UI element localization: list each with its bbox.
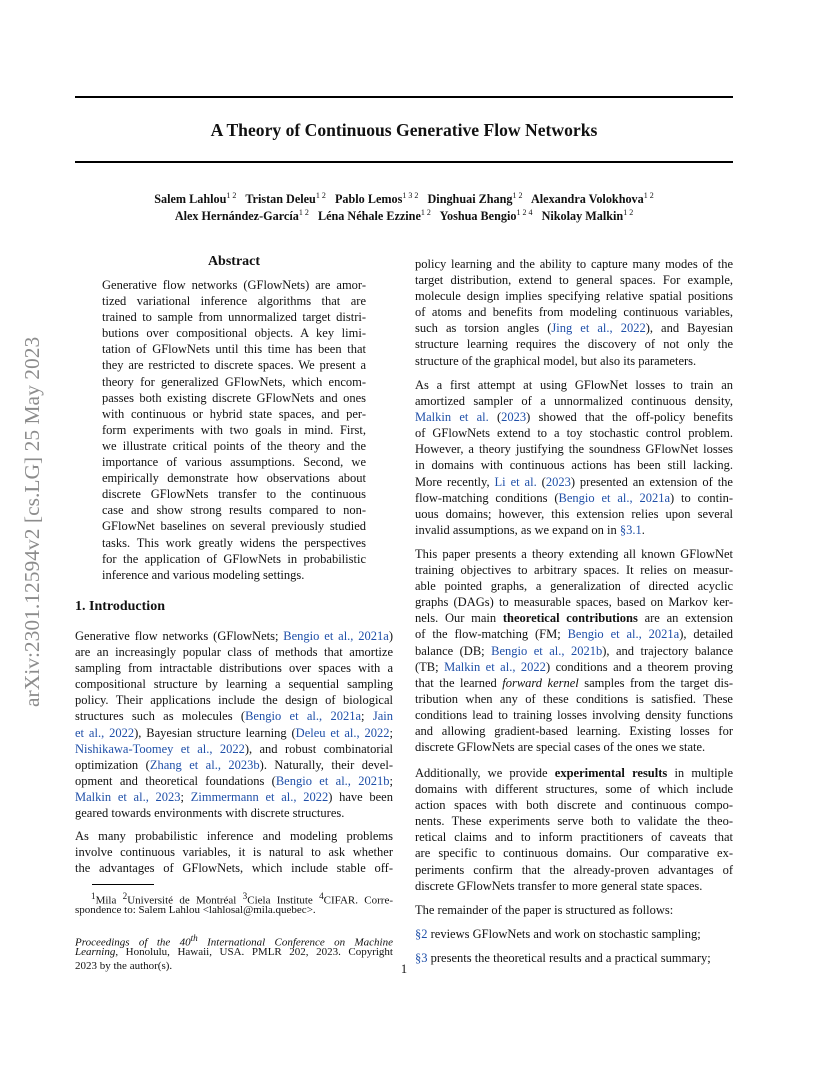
affiliations-footnote <box>75 889 393 917</box>
abstract-line: form experiments with two goals in mind. First, <box>102 422 366 437</box>
abstract-line: passes both existing discrete GFlowNets and ones <box>102 390 366 405</box>
citation-link[interactable]: Li et al. <box>494 474 537 489</box>
text: the advantages of GFlowNets, which include stable off- <box>75 861 393 876</box>
author-affiliation: 1 2 <box>643 191 654 200</box>
paper-title: A Theory of Continuous Generative Flow Networks <box>210 120 598 140</box>
text: ), Bayesian structure learning ( <box>134 725 296 740</box>
page-number: 1 <box>400 962 408 976</box>
text: . <box>641 522 645 537</box>
text: graphs (DAGs) to measurable spaces, based on Markov ker- <box>415 595 733 610</box>
text: and allowing gradient-based learning. Existing losses for <box>415 724 733 739</box>
abstract-line: theory for generalized GFlowNets, which encom- <box>102 374 366 389</box>
author-affiliation: 1 2 4 <box>516 208 533 217</box>
author: Tristan Deleu <box>245 192 316 207</box>
author-affiliation: 1 2 <box>226 191 237 200</box>
text: ; <box>389 773 393 788</box>
citation-link[interactable]: Bengio et al., 2021b <box>491 643 603 658</box>
author-affiliation: 1 2 <box>420 208 431 217</box>
text: Additionally, we provide <box>415 766 555 780</box>
text: discrete GFlowNets transfer to more general state spaces. <box>415 878 703 893</box>
text: ; <box>180 789 191 804</box>
text: conditions lead to training losses involving density functions <box>415 707 733 722</box>
citation-link[interactable]: Bengio et al., 2021b <box>275 773 390 788</box>
abstract-line: with continuous or hybrid state spaces, and per- <box>102 406 366 421</box>
abstract-line: Generative flow networks (GFlowNets) are amor- <box>102 278 366 292</box>
abstract-line: they are restricted to discrete spaces. We present a <box>102 358 366 373</box>
text: able pointed graphs, a generalization of directed acyclic <box>415 579 733 594</box>
right-paragraph-5 <box>415 902 733 918</box>
text: ) presented an extension of the <box>570 474 733 489</box>
section-heading-introduction: 1. Introduction <box>75 599 165 614</box>
text: tribution when any of these conditions is satisfied. These <box>415 691 733 706</box>
author-affiliation: 1 3 2 <box>402 191 419 200</box>
text: domains with different structures, some of which include <box>415 782 733 797</box>
text: retical claims and to inform practitioners of caveats that <box>415 830 733 845</box>
text: are specific to continuous domains. Our comparative ex- <box>415 846 733 861</box>
citation-link[interactable]: Malkin et al. <box>415 410 489 425</box>
text: reviews GFlowNets and work on stochastic sampling; <box>427 927 701 941</box>
abstract-line: case and show strong results compared to non- <box>102 503 366 518</box>
right-paragraph-3 <box>415 546 733 755</box>
abstract-line: empirically demonstrate how observations about <box>102 471 366 486</box>
footnote-marker: 2 <box>122 891 128 901</box>
text: involve continuous variables, it is natural to ask whether <box>75 845 393 860</box>
text: nels. Our main <box>415 611 503 626</box>
text: However, a theory justifying the soundness GFlowNet losses <box>415 442 733 457</box>
citation-link[interactable]: Zimmermann et al., 2022 <box>190 789 329 804</box>
text: optimization ( <box>75 757 150 772</box>
title-rule-bottom <box>75 161 733 163</box>
text: training objectives to arbitrary spaces. It relies on measur- <box>415 563 733 578</box>
text: Learning <box>75 946 116 958</box>
authors-line-2 <box>60 208 748 224</box>
text: ; <box>389 725 393 740</box>
author: Yoshua Bengio <box>439 209 517 224</box>
text: discrete GFlowNets are special cases of the ones we state. <box>415 740 706 755</box>
right-paragraph-2 <box>415 377 733 538</box>
text: ), and Bayesian <box>645 321 733 336</box>
text: uous domains; however, this extension relies upon several <box>415 506 733 521</box>
text: geared towards environments with discrete structures. <box>75 806 345 821</box>
text: Proceedings of the <box>75 936 180 949</box>
text: molecule design implies specifying relative spatial positions <box>415 289 733 304</box>
section-link[interactable]: §3.1 <box>619 522 642 537</box>
text: samples from the target dis- <box>578 675 733 690</box>
text: balance (DB; <box>415 643 492 658</box>
text: This paper presents a theory extending all known GFlowNet <box>415 547 733 561</box>
text: ) conditions and a theorem proving <box>545 659 734 674</box>
text: of atoms and benefits from modeling continuous variables, <box>415 305 733 320</box>
text: experimental results <box>554 766 668 780</box>
text: ) have been <box>328 789 393 804</box>
text: flow-matching conditions ( <box>415 490 559 505</box>
author: Alexandra Volokhova <box>530 192 644 207</box>
abstract-line: for the application of GFlowNets in probabilistic <box>102 551 366 566</box>
citation-link[interactable]: Jing et al., 2022 <box>551 321 646 336</box>
citation-link[interactable]: Nishikawa-Toomey et al., 2022 <box>75 741 245 756</box>
citation-link[interactable]: 2023 <box>545 474 571 489</box>
text: action spaces with both discrete and continuous compo- <box>415 798 733 813</box>
text: International Conference on Machine <box>197 936 393 949</box>
text: ; <box>361 709 373 724</box>
text: ( <box>488 410 502 425</box>
section-link[interactable]: §2 <box>415 927 428 941</box>
arxiv-stamp: arXiv:2301.12594v2 [cs.LG] 25 May 2023 <box>20 336 44 707</box>
text: ), and trajectory balance <box>602 643 734 658</box>
author-affiliation: 1 2 <box>298 208 309 217</box>
text: policy learning and the ability to capture many modes of the <box>415 257 733 271</box>
text: policy. Their applications include the design of biological <box>75 693 393 708</box>
abstract-line: we illustrate critical points of the theory and the <box>102 438 366 453</box>
text: 40 <box>179 936 191 949</box>
citation-link[interactable]: 2023 <box>501 410 527 425</box>
text: in domains with continuous actions has been still lacking. <box>415 458 733 473</box>
text: CIFAR. Corre- <box>323 894 394 907</box>
author: Pablo Lemos <box>334 192 403 207</box>
author-affiliation: 1 2 <box>512 191 523 200</box>
text: in multiple <box>667 766 733 780</box>
text: sampling from intractable distributions over spaces with a <box>75 661 393 676</box>
text: ( <box>536 474 546 489</box>
text: theoretical contributions <box>502 611 638 626</box>
text: structure of the graphical model, but also its parameters. <box>415 353 697 368</box>
citation-link[interactable]: Bengio et al., 2021a <box>245 709 362 724</box>
text: are an extension <box>637 611 734 626</box>
text: ) to contin- <box>670 490 733 505</box>
abstract-line: tasks. This work greatly widens the perspectives <box>102 535 366 550</box>
authors-line-1 <box>60 191 748 207</box>
text: The remainder of the paper is structured as follows: <box>415 903 674 917</box>
text: Generative flow networks (GFlowNets; <box>75 629 284 643</box>
footnote-marker: 4 <box>319 891 324 901</box>
text: presents the theoretical results and a practical summary; <box>427 951 711 965</box>
right-paragraph-1 <box>415 256 733 369</box>
citation-link[interactable]: Bengio et al., 2021a <box>567 627 680 642</box>
text: amortized sampler of a unnormalized continuous density, <box>415 394 733 409</box>
author: Léna Néhale Ezzine <box>317 209 421 224</box>
text: structure learning requires the discovery of not only the <box>415 337 733 352</box>
text: Mila <box>95 894 123 907</box>
text: ), and robust combinatorial <box>244 741 393 756</box>
text: As many probabilistic inference and modeling problems <box>75 829 393 843</box>
abstract-body <box>102 277 366 583</box>
citation-link[interactable]: Deleu et al., 2022 <box>295 725 390 740</box>
author-affiliation: 1 2 <box>623 208 634 217</box>
text: invalid assumptions, as we expand on in <box>415 522 620 537</box>
right-paragraph-4 <box>415 765 733 894</box>
text: periments confirm that the already-proven advantages of <box>415 862 733 877</box>
text: (TB; <box>415 659 445 674</box>
author: Salem Lahlou <box>154 192 227 207</box>
text: More recently, <box>415 474 495 489</box>
footnote-rule <box>92 884 154 885</box>
citation-link[interactable]: Malkin et al., 2022 <box>444 659 546 674</box>
text: such as torsion angles ( <box>415 321 552 336</box>
author-affiliation: 1 2 <box>315 191 326 200</box>
text: are an increasingly popular class of methods that amortize <box>75 645 393 660</box>
citation-link[interactable]: Bengio et al., 2021a <box>283 629 389 643</box>
text: opment and theoretical foundations ( <box>75 773 276 788</box>
citation-link[interactable]: Bengio et al., 2021a <box>558 490 671 505</box>
title-rule-top <box>75 96 733 98</box>
text: th <box>190 933 198 943</box>
author: Nikolay Malkin <box>541 209 624 224</box>
abstract-line: discrete GFlowNets transfer to the continuous <box>102 487 366 502</box>
text: ). Naturally, their devel- <box>259 757 393 772</box>
intro-paragraph-2 <box>75 828 393 876</box>
citation-link[interactable]: Jain <box>372 709 393 724</box>
abstract-line: GFlowNet baselines on several previously studied <box>102 519 366 534</box>
citation-link[interactable]: Zhang et al., 2023b <box>149 757 260 772</box>
text: structures such as molecules ( <box>75 709 246 724</box>
text: As a first attempt at using GFlowNet losses to train an <box>415 378 733 392</box>
text: compositional structure by learning a sequential sampling <box>75 677 393 692</box>
text: forward kernel <box>502 675 579 690</box>
abstract-line: importance of various assumptions. Second, we <box>102 455 366 470</box>
abstract-line: tation of GFlowNets until this time has been that <box>102 342 366 357</box>
author: Alex Hernández-García <box>174 209 299 224</box>
text: of GFlowNets extend to a toy stochastic control problem. <box>415 426 733 441</box>
abstract-line: tized variational inference algorithms that are <box>102 294 366 309</box>
text: ) showed that the off-policy benefits <box>526 410 734 425</box>
author: Dinghuai Zhang <box>427 192 513 207</box>
text: Université de Montréal <box>127 894 243 907</box>
right-paragraph-6 <box>415 926 733 942</box>
text: ), detailed <box>679 627 733 642</box>
abstract-heading: Abstract <box>207 254 261 269</box>
text: ) <box>388 629 394 643</box>
text: that the learned <box>415 675 503 690</box>
text: 2023 by the author(s). <box>75 960 173 972</box>
abstract-line: butions over compositional objects. A key limi- <box>102 326 366 341</box>
citation-link[interactable]: et al., 2022 <box>75 725 135 740</box>
abstract-line: trained to sample from unnormalized target distri- <box>102 310 366 325</box>
text: Ciela Institute <box>247 894 320 907</box>
text: nents. These experiments serve both to validate the theo- <box>415 814 733 829</box>
intro-paragraph-1 <box>75 628 393 821</box>
footnote-marker: 1 <box>91 891 96 901</box>
text: of the flow-matching (FM; <box>415 627 568 642</box>
abstract-line: inference and various modeling settings. <box>102 567 305 582</box>
section-link[interactable]: §3 <box>415 951 428 965</box>
text: spondence to: Salem Lahlou <lahlosal@mila.quebec>. <box>75 904 316 916</box>
footnote-marker: 3 <box>242 891 248 901</box>
text: , Honolulu, Hawaii, USA. PMLR 202, 2023. Copyright <box>115 946 393 958</box>
citation-link[interactable]: Malkin et al., 2023 <box>75 789 181 804</box>
text: target distribution, extend to general spaces. For example, <box>415 273 733 288</box>
